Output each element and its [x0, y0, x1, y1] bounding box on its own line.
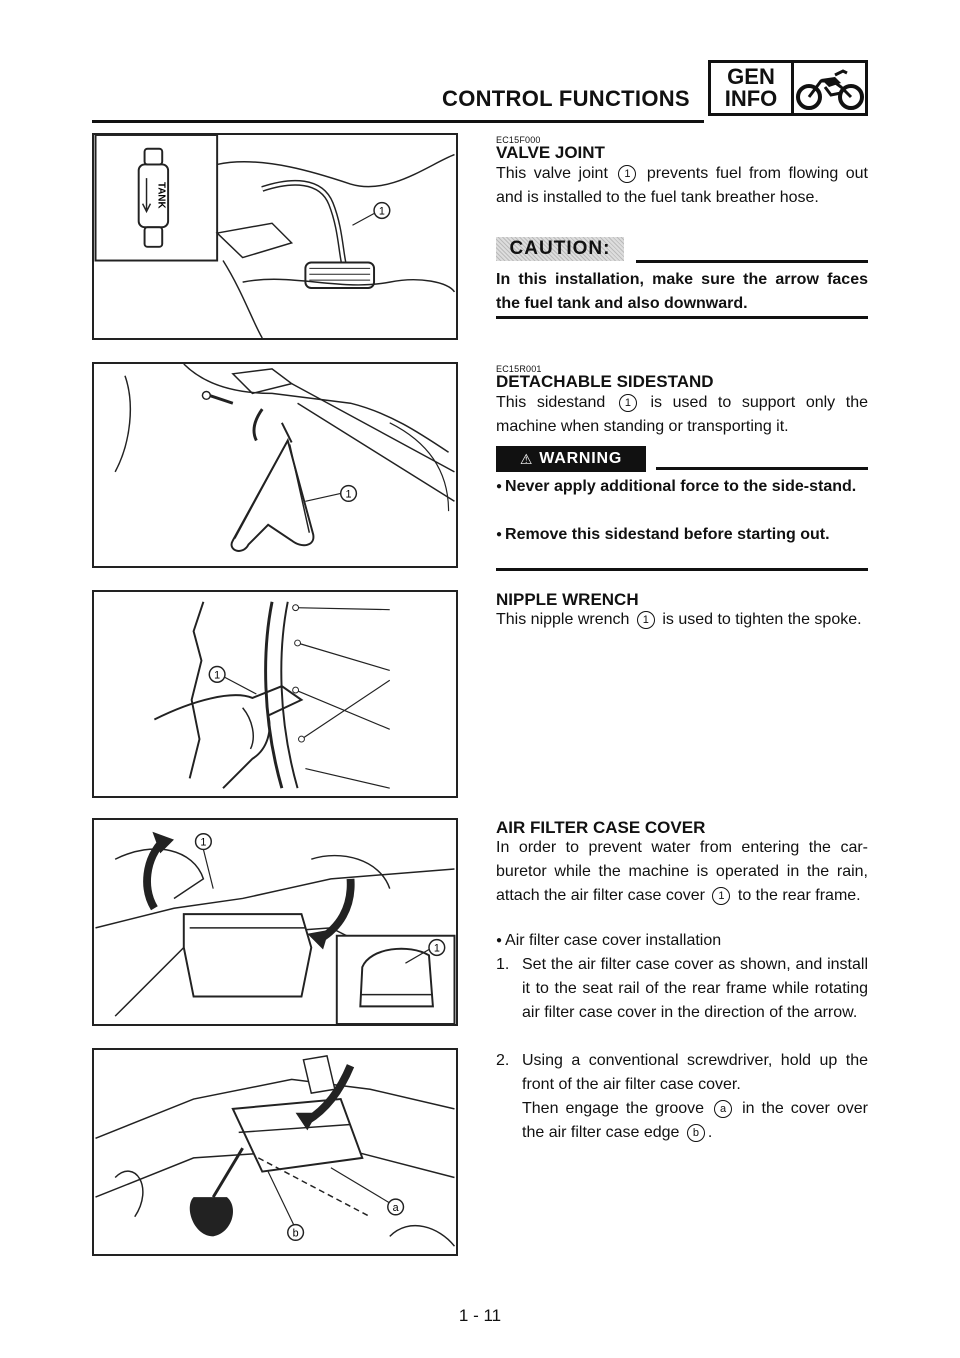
motorcycle-icon — [794, 63, 865, 113]
body-text: In order to prevent water from entering the car-buretor while the machine is operated in the rain, attach the air filter case cover — [496, 839, 868, 904]
caution-rule — [636, 260, 868, 263]
ref-number: 1 — [637, 611, 655, 629]
step-text — [522, 1097, 868, 1145]
bullet-item — [496, 929, 868, 953]
warning-badge — [496, 446, 646, 472]
screwdriver-illustration — [92, 1048, 458, 1256]
warning-item-text: Remove this sidestand before starting out. — [505, 526, 830, 543]
warning-rule — [656, 467, 868, 470]
section-tab-box — [708, 60, 868, 116]
header-rule — [92, 120, 704, 123]
callout-b: b — [292, 1227, 299, 1240]
body-text: This sidestand — [496, 394, 606, 411]
section-body — [496, 162, 868, 210]
bullet-icon: ● — [496, 529, 503, 540]
warning-item — [496, 523, 868, 547]
callout-1: 1 — [433, 942, 440, 955]
step-text: Set the air filter case cover as shown, and install it to the seat rail of the rear frame while rotating air filter case cover in the direction of the arrow. — [522, 956, 868, 1021]
sidestand-illustration — [92, 362, 458, 568]
page-header-title: CONTROL FUNCTIONS — [442, 86, 690, 111]
section-tab-line2: INFO — [724, 86, 778, 111]
body-text: This nipple wrench — [496, 611, 630, 628]
section-body — [496, 836, 868, 908]
body-text: is used to support only the machine when standing or transporting it. — [496, 394, 868, 435]
caution-badge: CAUTION: — [496, 237, 624, 261]
ref-letter: a — [714, 1100, 732, 1118]
ref-number: 1 — [619, 394, 637, 412]
warning-item-text: Never apply additional force to the side-stand. — [505, 478, 857, 495]
section-tab-line1: GEN — [727, 64, 775, 89]
body-text: This valve joint — [496, 165, 608, 182]
callout-1: 1 — [378, 205, 385, 218]
valve-tank-label: TANK — [155, 182, 167, 209]
section-heading: NIPPLE WRENCH — [496, 590, 639, 609]
bullet-icon: ● — [496, 935, 503, 946]
warning-label: WARNING — [539, 450, 623, 467]
callout-1: 1 — [345, 488, 352, 501]
ref-number: 1 — [712, 887, 730, 905]
body-text: is used to tighten the spoke. — [662, 611, 862, 628]
body-text: to the rear frame. — [737, 887, 861, 904]
warning-triangle-icon: ⚠ — [519, 450, 534, 467]
step-text: Using a conventional screwdriver, hold up the front of the air filter case cover. — [522, 1052, 868, 1093]
body-text: prevents fuel from flowing out and is installed to the fuel tank breather hose. — [496, 165, 868, 206]
body-text: . — [707, 1124, 713, 1141]
section-code: EC15F000 — [496, 135, 541, 145]
warning-end-rule — [496, 568, 868, 571]
section-heading: VALVE JOINT — [496, 143, 605, 162]
section-code: EC15R001 — [496, 364, 542, 374]
step-number: 1. — [496, 956, 510, 973]
warning-item — [496, 475, 868, 499]
callout-a: a — [392, 1201, 399, 1214]
page-number: 1 - 11 — [458, 1306, 502, 1325]
section-tab-label — [711, 63, 794, 113]
callout-1: 1 — [200, 836, 207, 849]
ref-letter: b — [687, 1124, 705, 1142]
caution-end-rule — [496, 316, 868, 319]
nipple-wrench-illustration — [92, 590, 458, 798]
ref-number: 1 — [618, 165, 636, 183]
body-text: Then engage the groove — [522, 1100, 705, 1117]
step-number: 2. — [496, 1052, 510, 1069]
section-heading: DETACHABLE SIDESTAND — [496, 372, 714, 391]
section-body — [496, 391, 868, 439]
caution-text: In this installation, make sure the arrow faces the fuel tank and also downward. — [496, 271, 868, 312]
valve-joint-illustration — [92, 133, 458, 340]
body-text: in the cover over the air filter case edge — [522, 1100, 869, 1141]
air-filter-cover-illustration — [92, 818, 458, 1026]
callout-1: 1 — [214, 669, 221, 682]
bullet-icon: ● — [496, 481, 503, 492]
section-heading: AIR FILTER CASE COVER — [496, 818, 706, 837]
bullet-text: Air filter case cover installation — [505, 932, 722, 949]
section-body — [496, 608, 868, 632]
